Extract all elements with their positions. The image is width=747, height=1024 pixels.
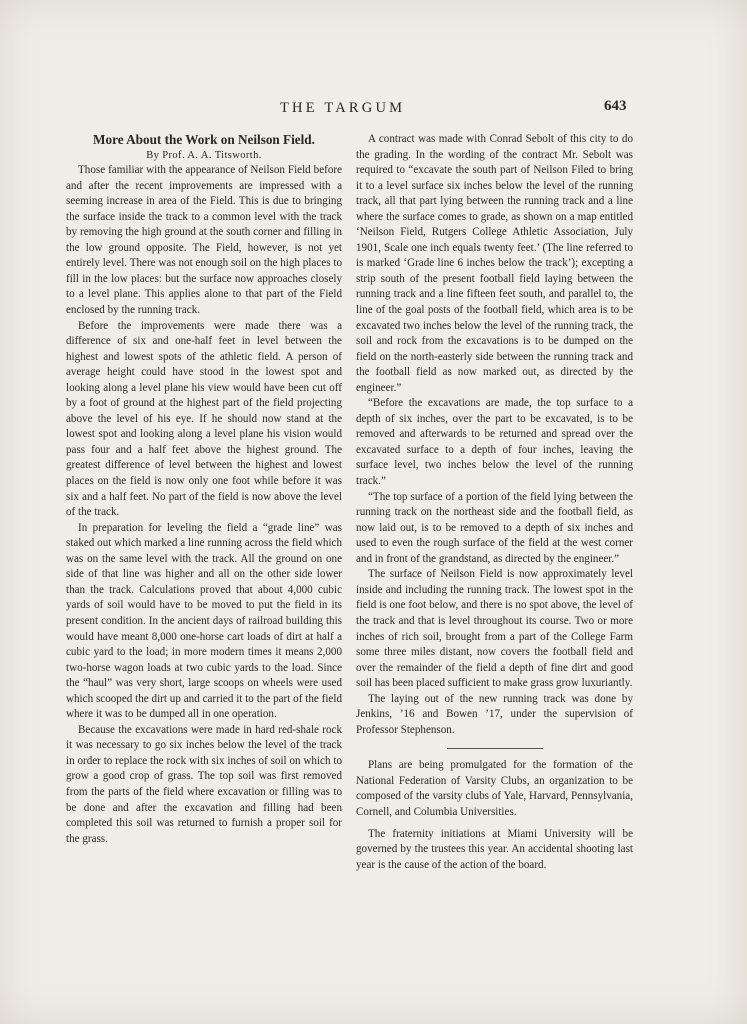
article-paragraph: In preparation for leveling the field a “grade line” was staked out which marked a line running across the field which was on the same level with the track. All the ground on one side of that line was higher and all on the other side lower than the track. Calculations proved that about 4,000 cubic yards of soil would have to be moved to put the field in its present condition. In the ancient days of railroad building this would have meant 8,000 one-horse cart loads of dirt at half a cubic yard to the load; in more modern times it means 2,000 two-horse wagon loads at two cubic yards to the load. Since the “haul” was very short, large scoops on wheels were used which scooped the dirt up and carried it to the part of the field where it was to be dumped all in one operation. (66, 521, 342, 721)
article-paragraph: “The top surface of a portion of the field lying between the running track on the northeast side and the football field, as now laid out, is to be removed to a depth of six inches and used to even the rough surface of the field at the west corner and in front of the grandstand, as directed by the engineer.” (356, 490, 633, 565)
page-number: 643 (604, 98, 627, 114)
article-paragraph: “Before the excavations are made, the top surface to a depth of six inches, over the part to be excavated, is to be removed and afterwards to be returned and spread over the excavated surface to a depth of four inches, leaving the surface level, two inches below the level of the running track.” (356, 397, 633, 488)
article-paragraph: Because the excavations were made in hard red-shale rock it was necessary to go six inches below the level of the track in order to replace the rock with six inches of soil on which to grow a good crop of grass. The top soil was first removed from the parts of the field where excavation or filling was to be done and after the excavation and filling had been completed this soil was returned to furnish a proper soil for the grass. (66, 723, 342, 845)
right-column (356, 132, 633, 873)
journal-title: THE TARGUM (280, 100, 406, 116)
news-note: Plans are being promulgated for the formation of the National Federation of Varsity Clubs, an organization to be composed of the varsity clubs of Yale, Harvard, Pennsylvania, Cornell, and Columbia Universities. (356, 759, 633, 818)
left-column (66, 132, 342, 847)
article-paragraph: Before the improvements were made there was a difference of six and one-half feet in level between the highest and lowest spots of the athletic field. A person of average height could have stood in the lowest spot and looking along a level plane his view would have been cut off by a foot of ground at the highest part of the field projecting above the level of his eye. If he should now stand at the lowest spot and looking along a level plane his vision would pass four and a half feet above the highest ground. The greatest difference of level between the highest and lowest places on the field is now only one foot while before it was six and a half feet. No part of the field is now above the level of the track. (66, 319, 342, 519)
article-paragraph: A contract was made with Conrad Sebolt of this city to do the grading. In the wording of the contract Mr. Sebolt was required to “excavate the south part of Neilson Filed to bring it to a level surface six inches below the level of the running track, all that part lying between the running track and a line where the surface comes to grade, as shown on a map entitled ‘Neilson Field, Rutgers College Athletic Association, July 1901, Scale one inch equals twenty feet.’ (The line referred to is marked ‘Grade line 6 inches below the track’); excepting a strip south of the present football field laying between the running track and a line fifteen feet south, and parallel to, the line of the goal posts of the football field, which area is to be excavated two inches below the level of the running track, the soil and rock from the excavations is to be dumped on the field on the north-easterly side between the running track and the football field as now marked out, as directed by the engineer.” (356, 133, 633, 394)
article-byline: By Prof. A. A. Titsworth. (146, 149, 262, 161)
article-title: More About the Work on Neilson Field. (93, 132, 315, 147)
article-paragraph: The laying out of the new running track was done by Jenkins, ’16 and Bowen ’17, under the supervision of Professor Stephenson. (356, 692, 633, 736)
article-paragraph: Those familiar with the appearance of Neilson Field before and after the recent improvements are impressed with a seeming increase in area of the Field. This is due to bringing the surface inside the track to a common level with the track by removing the high ground at the south corner and filling in the low ground opposite. The Field, however, is not yet entirely level. There was not enough soil on the high places to fill in the low places: but the surface now approaches closely to a level plane. This applies alone to that part of the Field enclosed by the running track. (66, 164, 342, 317)
article-paragraph: The surface of Neilson Field is now approximately level inside and including the running track. The lowest spot in the field is one foot below, and there is no spot above, the level of the track and that is level throughout its course. Two or more inches of rich soil, brought from a part of the College Farm some three miles distant, now covers the football field and over the remainder of the field a depth of fine dirt and good soil has been placed sufficient to make grass grow luxuriantly. (356, 568, 633, 690)
section-divider (447, 748, 543, 749)
news-note: The fraternity initiations at Miami University will be governed by the trustees this year. An accidental shooting last year is the cause of the action of the board. (356, 827, 633, 871)
